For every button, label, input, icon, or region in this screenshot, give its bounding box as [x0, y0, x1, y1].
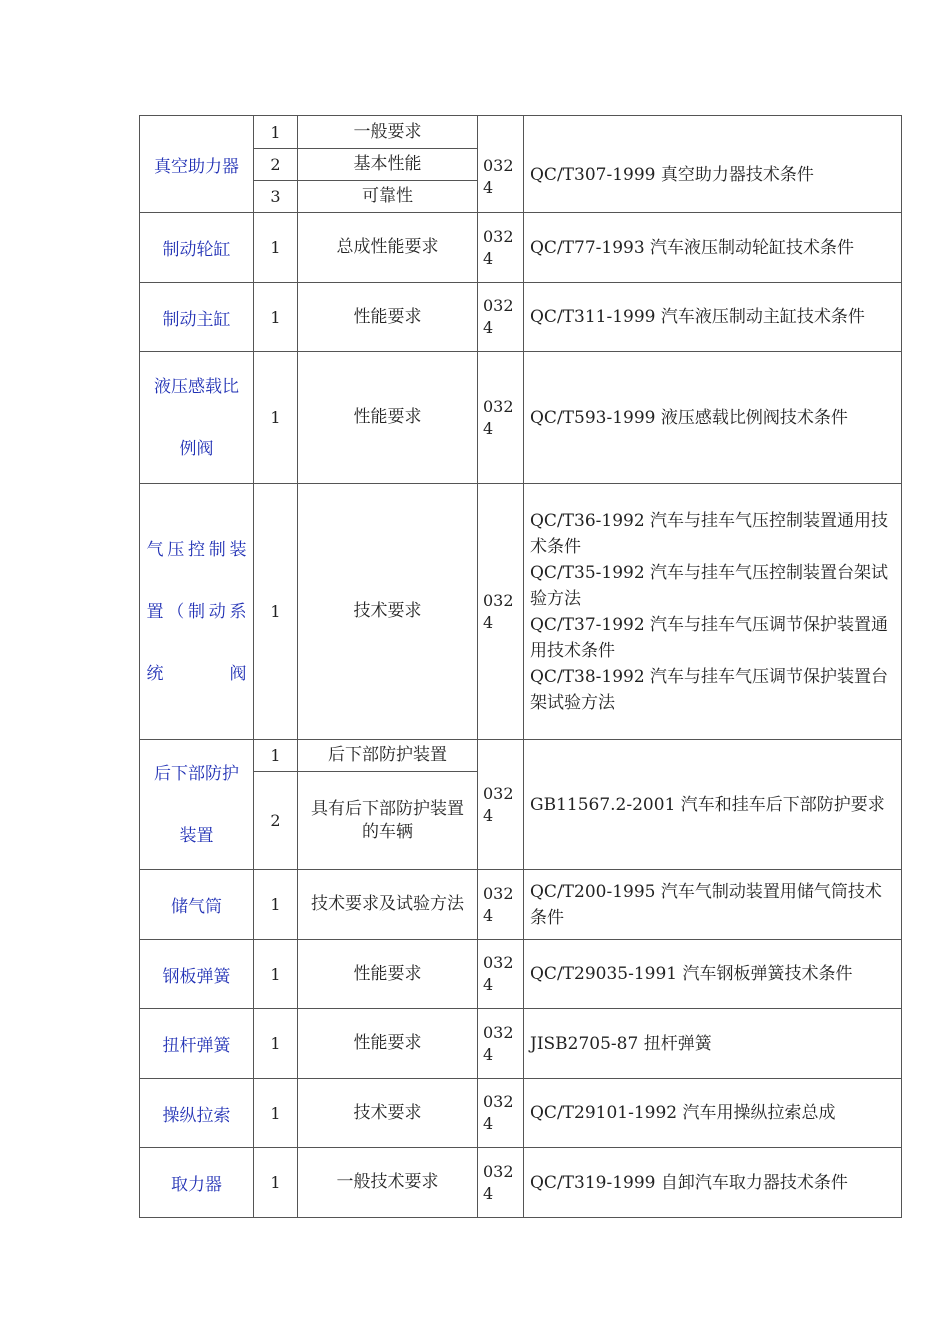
standard-line: QC/T200-1995 汽车气制动装置用储气筒技术条件: [530, 881, 882, 928]
item-number: 1: [254, 740, 298, 772]
standard-cell: [524, 1009, 902, 1079]
standard-line: QC/T38-1992 汽车与挂车气压调节保护装置台架试验方法: [530, 666, 889, 713]
test-item: 可靠性: [298, 181, 478, 213]
standard-cell: [524, 283, 902, 352]
standard-line: JISB2705-87 扭杆弹簧: [530, 1033, 712, 1054]
item-number: 2: [254, 149, 298, 181]
test-item: 性能要求: [298, 283, 478, 352]
item-number: 1: [254, 1079, 298, 1148]
product-name-cell: 气压控制装置（制动系统阀: [140, 484, 254, 740]
item-number: 1: [254, 1009, 298, 1079]
standards-table: [139, 115, 902, 1218]
table-row: [140, 1148, 902, 1218]
table-row: [140, 116, 902, 149]
item-number: 1: [254, 213, 298, 283]
product-name-cell: 储气筒: [140, 870, 254, 940]
test-item: 后下部防护装置: [298, 740, 478, 772]
code-cell: 0324: [478, 870, 524, 940]
table-row: [140, 283, 902, 352]
standard-cell: [524, 213, 902, 283]
standard-cell: [524, 116, 902, 213]
test-item: 技术要求: [298, 484, 478, 740]
item-number: 1: [254, 283, 298, 352]
code-cell: 0324: [478, 213, 524, 283]
table-row: [140, 870, 902, 940]
table-row: [140, 213, 902, 283]
item-number: 1: [254, 940, 298, 1009]
code-cell: 0324: [478, 1079, 524, 1148]
test-item: 技术要求: [298, 1079, 478, 1148]
standard-cell: [524, 484, 902, 740]
product-name-cell: 扭杆弹簧: [140, 1009, 254, 1079]
product-name-cell: 取力器: [140, 1148, 254, 1218]
standard-line: QC/T593-1999 液压感载比例阀技术条件: [530, 407, 848, 428]
code-cell: 0324: [478, 352, 524, 484]
table-row: [140, 740, 902, 772]
product-name-cell: 后下部防护装置: [140, 740, 254, 870]
item-number: 1: [254, 352, 298, 484]
product-name-cell: 钢板弹簧: [140, 940, 254, 1009]
table-row: [140, 1079, 902, 1148]
item-number: 1: [254, 870, 298, 940]
test-item: 性能要求: [298, 1009, 478, 1079]
standard-cell: [524, 870, 902, 940]
test-item: 基本性能: [298, 149, 478, 181]
table-row: [140, 484, 902, 740]
standard-line: QC/T319-1999 自卸汽车取力器技术条件: [530, 1172, 848, 1193]
item-number: 2: [254, 772, 298, 870]
product-name-cell: 操纵拉索: [140, 1079, 254, 1148]
item-number: 1: [254, 116, 298, 149]
standard-line: QC/T37-1992 汽车与挂车气压调节保护装置通用技术条件: [530, 614, 889, 661]
test-item: 技术要求及试验方法: [298, 870, 478, 940]
test-item: 具有后下部防护装置的车辆: [298, 772, 478, 870]
item-number: 1: [254, 484, 298, 740]
standard-cell: [524, 940, 902, 1009]
standard-line: QC/T36-1992 汽车与挂车气压控制装置通用技术条件: [530, 510, 889, 557]
standard-line: QC/T307-1999 真空助力器技术条件: [530, 165, 814, 185]
code-cell: 0324: [478, 1009, 524, 1079]
standard-cell: [524, 740, 902, 870]
table-row: [140, 940, 902, 1009]
code-cell: 0324: [478, 940, 524, 1009]
standard-line: QC/T77-1993 汽车液压制动轮缸技术条件: [530, 237, 855, 258]
standard-line: QC/T311-1999 汽车液压制动主缸技术条件: [530, 307, 865, 327]
product-name-cell: 液压感载比例阀: [140, 352, 254, 484]
code-cell: 0324: [478, 1148, 524, 1218]
item-number: 1: [254, 1148, 298, 1218]
test-item: 性能要求: [298, 352, 478, 484]
code-cell: 0324: [478, 484, 524, 740]
standard-line: QC/T29035-1991 汽车钢板弹簧技术条件: [530, 964, 853, 984]
standard-cell: [524, 1079, 902, 1148]
code-cell: 0324: [478, 283, 524, 352]
standard-cell: [524, 1148, 902, 1218]
table-row: [140, 1009, 902, 1079]
test-item: 总成性能要求: [298, 213, 478, 283]
code-cell: 0324: [478, 740, 524, 870]
standard-line: GB11567.2-2001 汽车和挂车后下部防护要求: [530, 794, 885, 815]
product-name-cell: 真空助力器: [140, 116, 254, 213]
table-row: [140, 352, 902, 484]
standard-line: QC/T29101-1992 汽车用操纵拉索总成: [530, 1103, 836, 1123]
product-name-cell: 制动轮缸: [140, 213, 254, 283]
standard-line: QC/T35-1992 汽车与挂车气压控制装置台架试验方法: [530, 562, 889, 609]
test-item: 一般要求: [298, 116, 478, 149]
product-name-cell: 制动主缸: [140, 283, 254, 352]
code-cell: 0324: [478, 116, 524, 213]
standard-cell: [524, 352, 902, 484]
test-item: 一般技术要求: [298, 1148, 478, 1218]
item-number: 3: [254, 181, 298, 213]
test-item: 性能要求: [298, 940, 478, 1009]
